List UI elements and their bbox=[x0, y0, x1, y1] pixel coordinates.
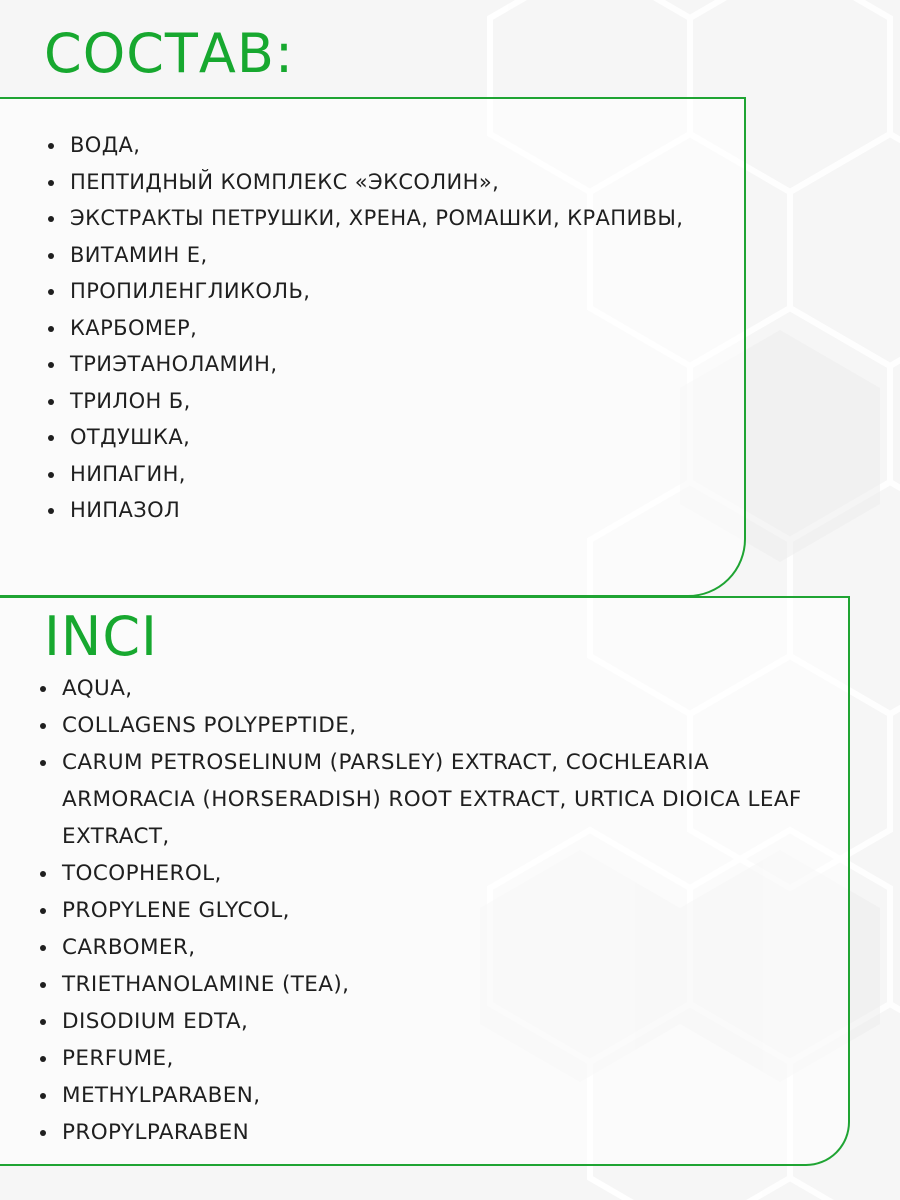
list-item: НИПАЗОЛ bbox=[44, 492, 684, 529]
list-item: ТРИЭТАНОЛАМИН, bbox=[44, 346, 684, 383]
list-item: PERFUME, bbox=[36, 1040, 836, 1077]
inci-ingredient-list bbox=[36, 670, 836, 1151]
sostav-title: СОСТАВ: bbox=[44, 22, 295, 85]
list-item: ЭКСТРАКТЫ ПЕТРУШКИ, ХРЕНА, РОМАШКИ, КРАПИВЫ, bbox=[44, 200, 684, 237]
sostav-ingredient-list bbox=[44, 127, 684, 529]
list-item: CARBOMER, bbox=[36, 929, 836, 966]
list-item: CARUM PETROSELINUM (PARSLEY) EXTRACT, COCHLEARIA ARMORACIA (HORSERADISH) ROOT EXTRACT, URTICA DIOICA LEAF EXTRACT, bbox=[36, 744, 836, 855]
list-item: TOCOPHEROL, bbox=[36, 855, 836, 892]
list-item: ОТДУШКА, bbox=[44, 419, 684, 456]
list-item: COLLAGENS POLYPEPTIDE, bbox=[36, 707, 836, 744]
list-item: METHYLPARABEN, bbox=[36, 1077, 836, 1114]
list-item: AQUA, bbox=[36, 670, 836, 707]
list-item: DISODIUM EDTA, bbox=[36, 1003, 836, 1040]
inci-title: INCI bbox=[44, 605, 158, 668]
list-item: ТРИЛОН Б, bbox=[44, 383, 684, 420]
list-item: ПЕПТИДНЫЙ КОМПЛЕКС «ЭКСОЛИН», bbox=[44, 164, 684, 201]
list-item: TRIETHANOLAMINE (TEA), bbox=[36, 966, 836, 1003]
list-item: ВИТАМИН Е, bbox=[44, 237, 684, 274]
list-item: КАРБОМЕР, bbox=[44, 310, 684, 347]
list-item: PROPYLENE GLYCOL, bbox=[36, 892, 836, 929]
list-item: НИПАГИН, bbox=[44, 456, 684, 493]
list-item: ВОДА, bbox=[44, 127, 684, 164]
list-item: ПРОПИЛЕНГЛИКОЛЬ, bbox=[44, 273, 684, 310]
list-item: PROPYLPARABEN bbox=[36, 1114, 836, 1151]
